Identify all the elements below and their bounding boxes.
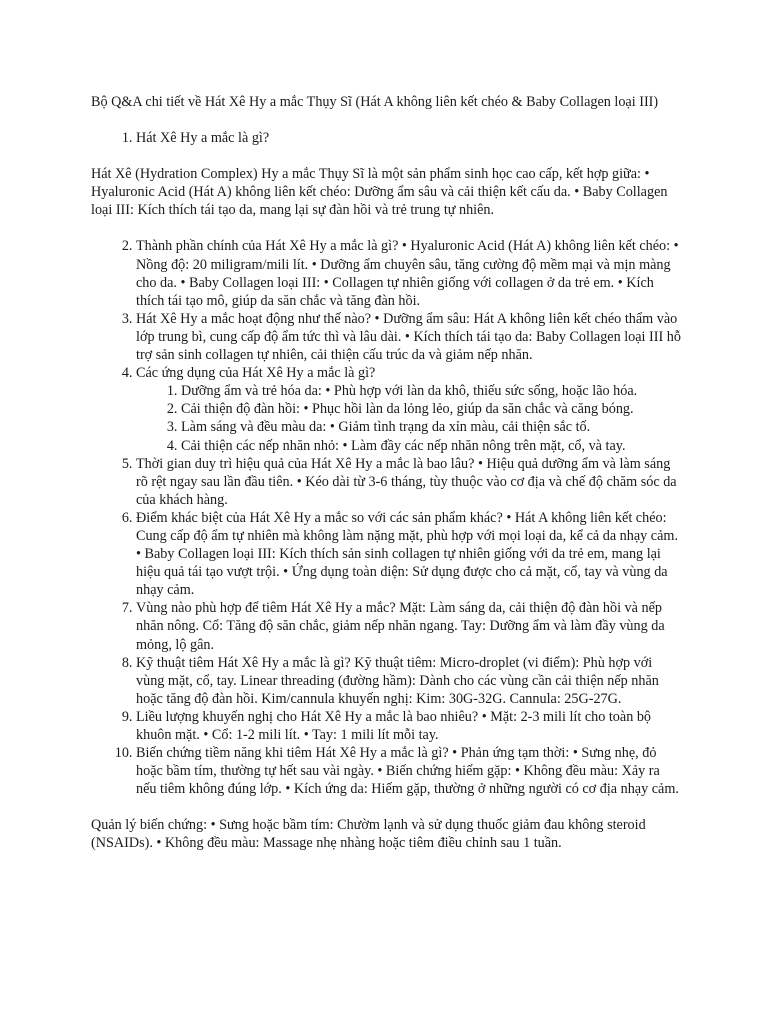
question-10: 10. Biến chứng tiềm năng khi tiêm Hát Xê Hy a mắc là gì? • Phản ứng tạm thời: • Sưng nhẹ, đỏ hoặc bầm tím, thường tự hết sau vài ngày. • Biến chứng hiếm gặp: • Không đều màu: Xảy ra nếu tiêm không đúng lớp. • Kích ứng da: Hiếm gặp, thường ở những người có cơ địa nhạy cảm. — [136, 744, 681, 798]
question-6: 6. Điểm khác biệt của Hát Xê Hy a mắc so với các sản phẩm khác? • Hát A không liên kết chéo: Cung cấp độ ẩm tự nhiên mà không làm nặng mặt, phù hợp với mọi loại da, kể cả da nhạy cảm. • Baby Collagen loại III: Kích thích sản sinh collagen tự nhiên giống với da trẻ em, mang lại hiệu quả tái tạo vượt trội. • Ứng dụng toàn diện: Sử dụng được cho cả mặt, cổ, tay và vùng da nhạy cảm. — [136, 509, 681, 599]
applications-list — [136, 382, 681, 454]
question-7: 7. Vùng nào phù hợp để tiêm Hát Xê Hy a mắc? Mặt: Làm sáng da, cải thiện độ đàn hồi và nếp nhăn nông. Cổ: Tăng độ săn chắc, giảm nếp nhăn ngang. Tay: Dưỡng ẩm và làm đầy vùng da mỏng, lộ gân. — [136, 599, 681, 653]
question-list-first — [91, 129, 681, 147]
application-item: 1. Dưỡng ẩm và trẻ hóa da: • Phù hợp với làn da khô, thiếu sức sống, hoặc lão hóa. — [181, 382, 681, 400]
document-page — [91, 93, 681, 853]
question-3: 3. Hát Xê Hy a mắc hoạt động như thế nào? • Dưỡng ẩm sâu: Hát A không liên kết chéo thẩm vào lớp trung bì, cung cấp độ ẩm tức thì và lâu dài. • Kích thích tái tạo da: Baby Collagen loại III hỗ trợ sản sinh collagen tự nhiên, cải thiện cấu trúc da và giảm nếp nhăn. — [136, 310, 681, 364]
application-item: 4. Cải thiện các nếp nhăn nhỏ: • Làm đầy các nếp nhăn nông trên mặt, cổ, và tay. — [181, 437, 681, 455]
question-2: 2. Thành phần chính của Hát Xê Hy a mắc là gì? • Hyaluronic Acid (Hát A) không liên kết chéo: • Nồng độ: 20 miligram/mili lít. • Dưỡng ẩm chuyên sâu, tăng cường độ mềm mại và mịn màng cho da. • Baby Collagen loại III: • Collagen tự nhiên giống với collagen ở da trẻ em. • Kích thích tái tạo mô, giúp da săn chắc và tăng đàn hồi. — [136, 237, 681, 309]
question-8: 8. Kỹ thuật tiêm Hát Xê Hy a mắc là gì? Kỹ thuật tiêm: Micro-droplet (vi điểm): Phù hợp với vùng mặt, cổ, tay. Linear threading (đường hầm): Dành cho các vùng cần cải thiện nếp nhăn hoặc tăng độ đàn hồi. Kim/cannula khuyến nghị: Kim: 30G-32G. Cannula: 25G-27G. — [136, 654, 681, 708]
question-4 — [136, 364, 681, 454]
intro-paragraph: Hát Xê (Hydration Complex) Hy a mắc Thụy Sĩ là một sản phẩm sinh học cao cấp, kết hợp giữa: • Hyaluronic Acid (Hát A) không liên kết chéo: Dưỡng ẩm sâu và cải thiện kết cấu da. • Baby Collagen loại III: Kích thích tái tạo da, mang lại sự đàn hồi và trẻ trung tự nhiên. — [91, 166, 668, 219]
question-5: 5. Thời gian duy trì hiệu quả của Hát Xê Hy a mắc là bao lâu? • Hiệu quả dưỡng ẩm và làm sáng rõ rệt ngay sau lần đầu tiên. • Kéo dài từ 3-6 tháng, tùy thuộc vào cơ địa và chế độ chăm sóc da của khách hàng. — [136, 455, 681, 509]
application-item: 2. Cải thiện độ đàn hồi: • Phục hồi làn da lỏng lẻo, giúp da săn chắc và căng bóng. — [181, 400, 681, 418]
complication-management-paragraph: Quản lý biến chứng: • Sưng hoặc bầm tím: Chườm lạnh và sử dụng thuốc giảm đau không steroid (NSAIDs). • Không đều màu: Massage nhẹ nhàng hoặc tiêm điều chỉnh sau 1 tuần. — [91, 817, 646, 852]
question-list — [91, 237, 681, 798]
application-item: 3. Làm sáng và đều màu da: • Giảm tình trạng da xỉn màu, cải thiện sắc tố. — [181, 418, 681, 436]
question-4-text: Các ứng dụng của Hát Xê Hy a mắc là gì? — [136, 365, 376, 382]
document-title: Bộ Q&A chi tiết về Hát Xê Hy a mắc Thụy Sĩ (Hát A không liên kết chéo & Baby Collagen loại III) — [91, 94, 659, 110]
question-1: 1. Hát Xê Hy a mắc là gì? — [136, 129, 681, 147]
question-9: 9. Liều lượng khuyến nghị cho Hát Xê Hy a mắc là bao nhiêu? • Mặt: 2-3 mili lít cho toàn bộ khuôn mặt. • Cổ: 1-2 mili lít. • Tay: 1 mili lít mỗi tay. — [136, 708, 681, 744]
